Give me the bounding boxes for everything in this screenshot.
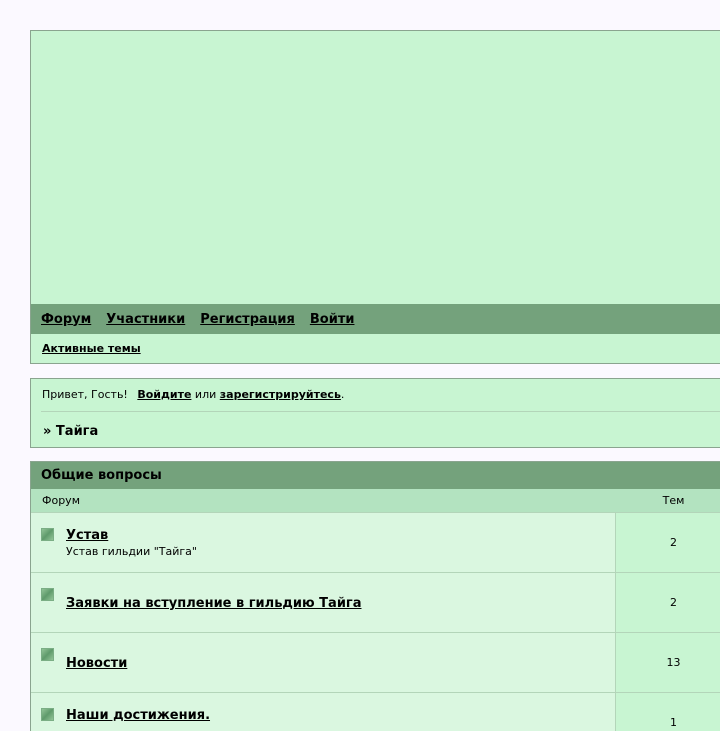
nav-forum-link[interactable]: Форум [41,311,92,327]
forum-status-icon [41,648,54,661]
main-nav [31,304,720,334]
divider [41,411,720,412]
header-banner [31,31,720,304]
forum-status-icon [41,708,54,721]
nav-members-link[interactable]: Участники [106,311,186,327]
nav-register-link[interactable]: Регистрация [200,311,295,327]
welcome-panel [30,378,720,448]
column-forum: Форум [42,494,80,507]
column-topics: Тем [662,494,685,507]
forum-row [31,572,720,632]
forum-topic-count: 13 [616,633,720,692]
sub-nav [31,334,720,363]
forum-title-link[interactable]: Новости [66,656,128,671]
forum-topic-count: 2 [616,513,720,572]
category-column-header [31,489,720,512]
nav-login-link[interactable]: Войти [309,311,355,327]
guest-greeting [42,388,344,401]
forum-status-icon [41,528,54,541]
category-title: Общие вопросы [31,462,720,489]
forum-header [30,30,720,364]
greeting-text: Привет, Гость! [42,388,128,401]
register-link[interactable]: зарегистрируйтесь [219,388,341,401]
forum-description: Устав гильдии "Тайга" [66,545,197,558]
forum-title-link[interactable]: Устав [66,528,109,543]
forum-status-icon [41,588,54,601]
forum-row [31,512,720,572]
forum-topic-count: 2 [616,573,720,632]
forum-topic-count: 1 [616,693,720,731]
forum-category [30,461,720,731]
breadcrumb[interactable]: » Тайга [43,424,99,439]
login-link[interactable]: Войдите [137,388,192,401]
or-text: или [194,388,217,401]
period-text: . [340,388,345,401]
forum-title-link[interactable]: Заявки на вступление в гильдию Тайга [66,596,362,611]
forum-row [31,632,720,692]
active-topics-link[interactable]: Активные темы [42,342,141,355]
forum-title-link[interactable]: Наши достижения. [66,708,211,723]
forum-row [31,692,720,731]
